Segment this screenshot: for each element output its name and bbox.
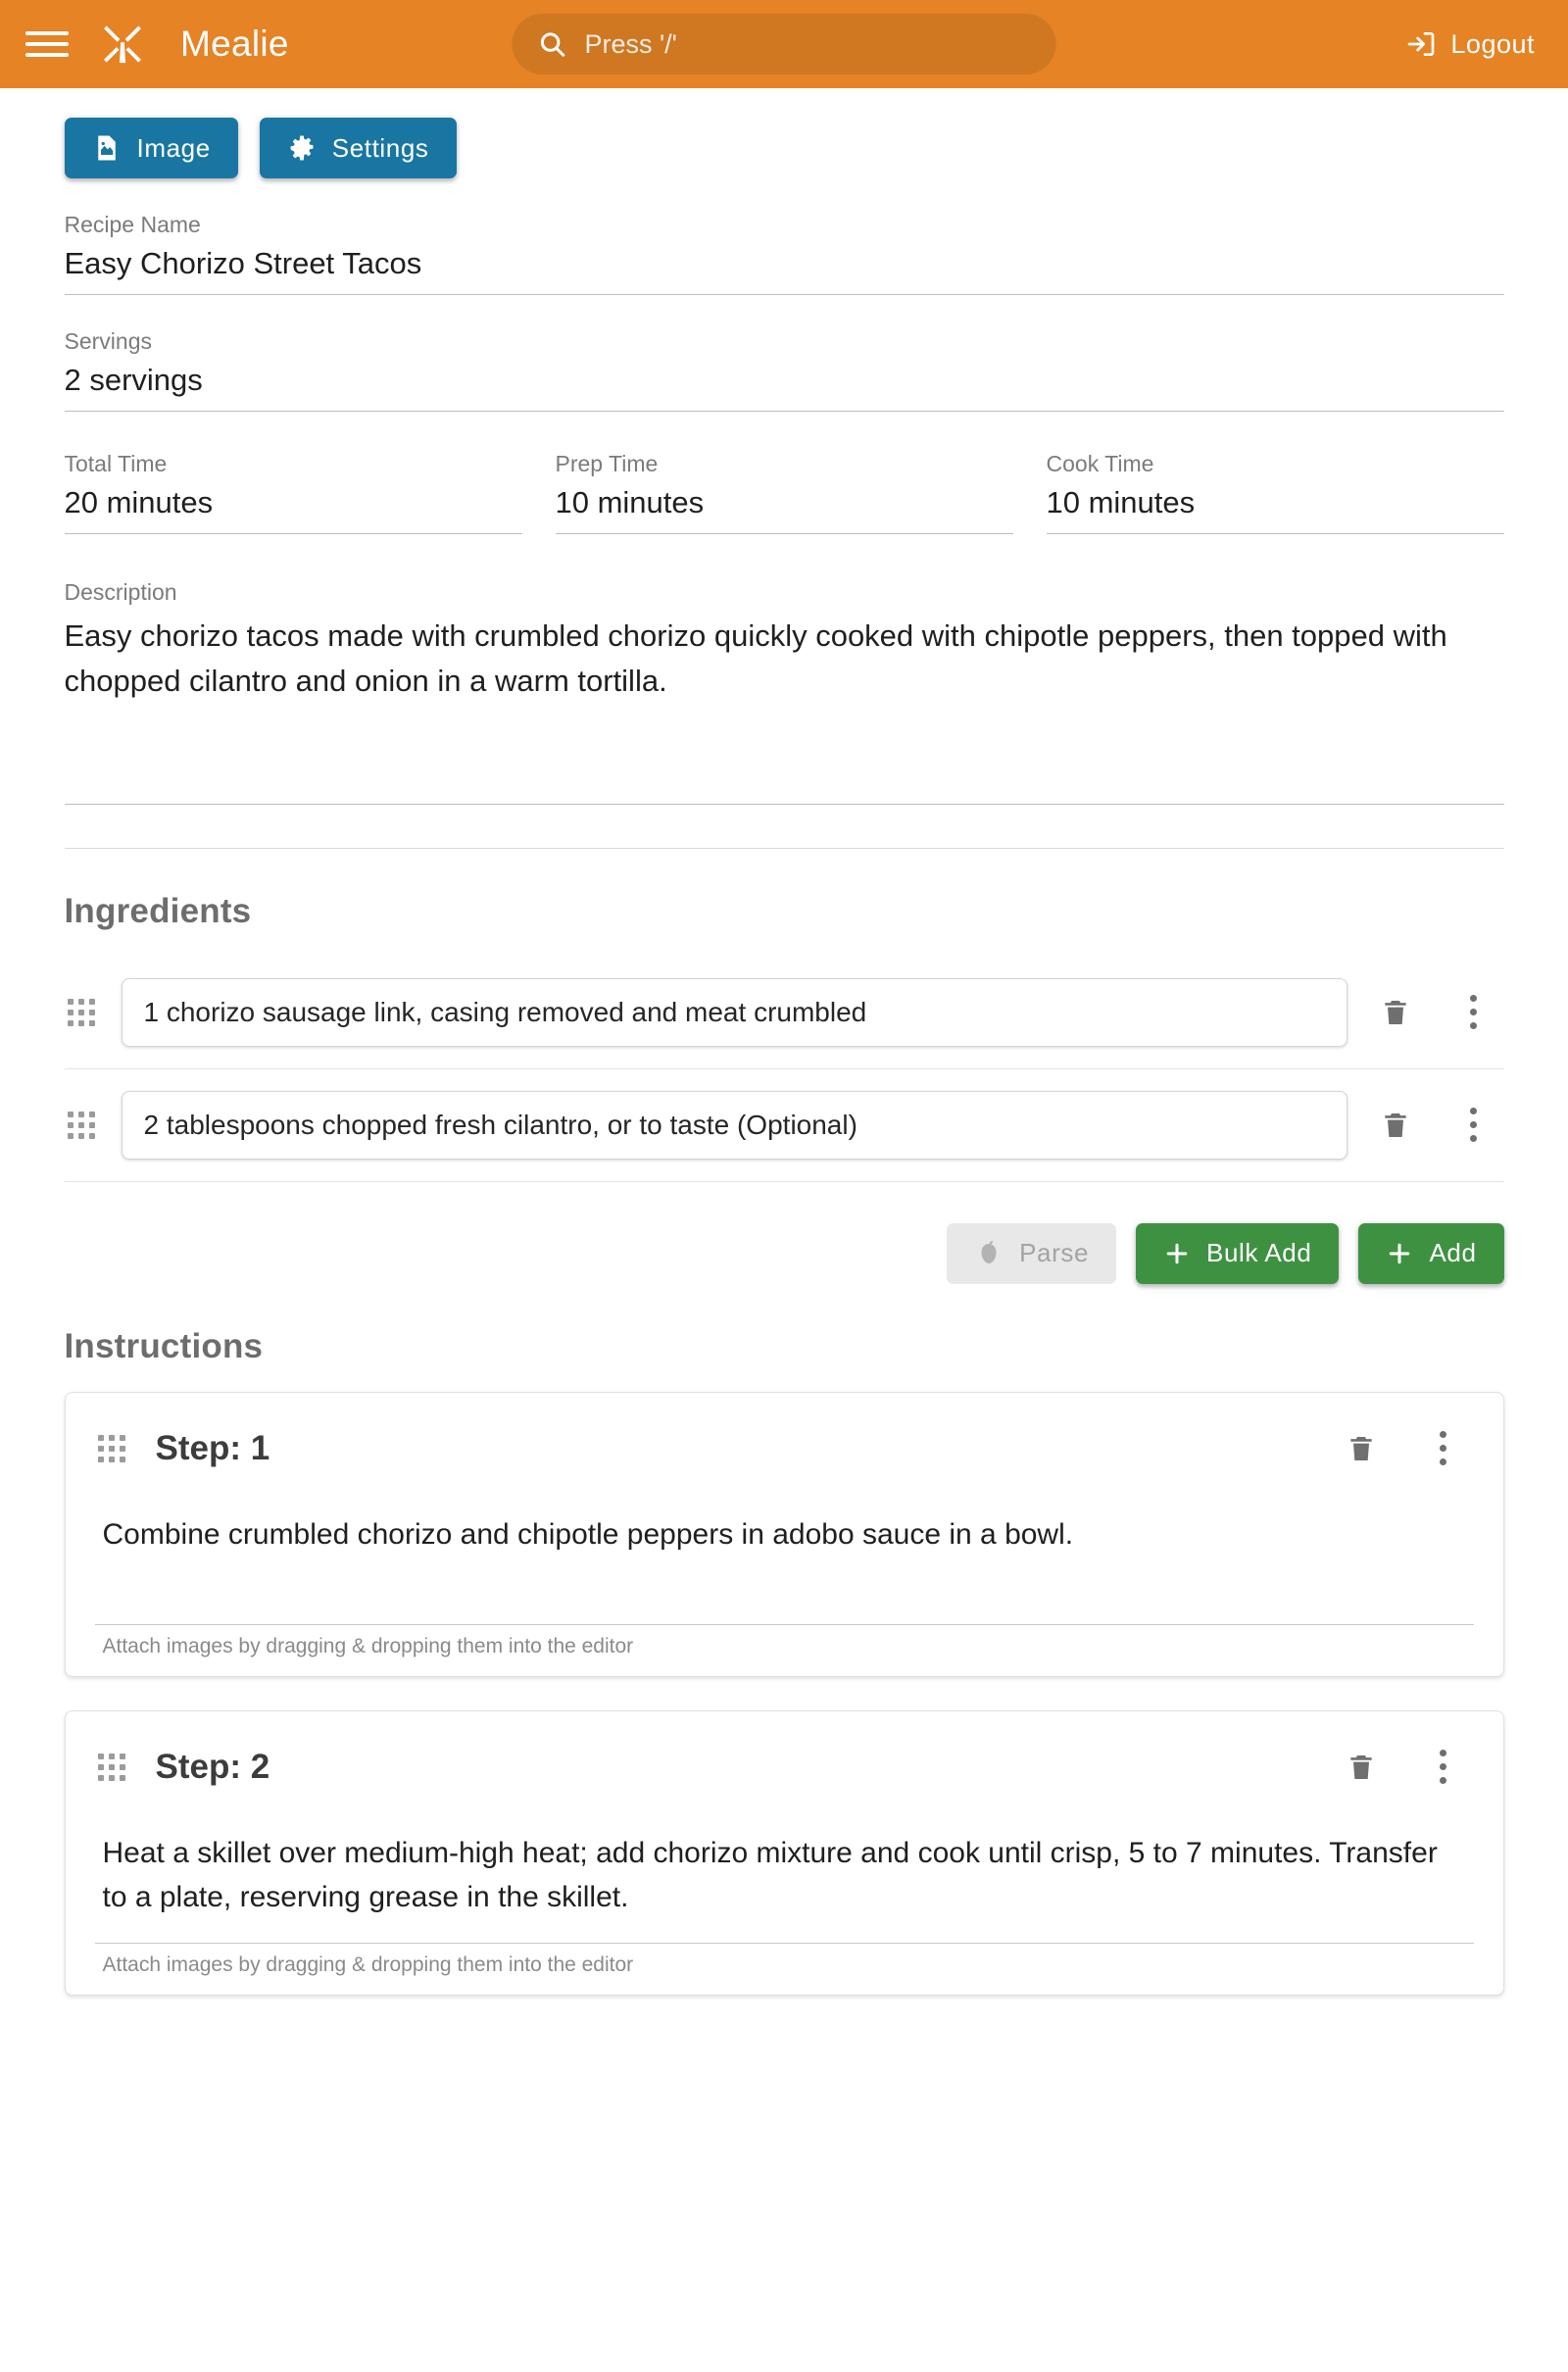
instruction-delete-button[interactable] [1331,1418,1392,1479]
parse-button-label: Parse [1019,1238,1089,1268]
ingredient-input[interactable]: 2 tablespoons chopped fresh cilantro, or to taste (Optional) [122,1091,1348,1160]
ingredients-heading: Ingredients [64,891,252,930]
bulk-add-button-label: Bulk Add [1206,1238,1312,1268]
search-input[interactable] [513,14,1056,74]
servings-label: Servings [64,328,152,354]
instruction-card [65,1392,1504,1677]
trash-icon [1380,996,1411,1029]
instruction-menu-button[interactable] [1413,1737,1474,1798]
recipe-name-value[interactable]: Easy Chorizo Street Tacos [65,246,1504,295]
logout-label: Logout [1450,28,1535,59]
drag-handle-icon[interactable] [95,1432,128,1465]
trash-icon [1346,1751,1377,1784]
instruction-delete-button[interactable] [1331,1737,1392,1798]
ingredient-input[interactable]: 1 chorizo sausage link, casing removed and meat crumbled [122,978,1348,1047]
editor-toolbar [65,88,1504,178]
hamburger-bar [25,53,69,57]
cook-time-label: Cook Time [1046,451,1154,476]
total-time-value[interactable]: 20 minutes [65,485,522,534]
description-underline [65,804,1504,805]
instruction-card-header [95,1418,1474,1479]
total-time-label: Total Time [64,451,168,476]
instruction-attach-hint: Attach images by dragging & dropping them into the editor [95,1624,1474,1658]
cook-time-value[interactable]: 10 minutes [1047,485,1504,534]
servings-value[interactable]: 2 servings [65,363,1504,412]
recipe-name-label: Recipe Name [64,212,201,237]
ingredient-delete-button[interactable] [1365,982,1426,1043]
drag-handle-icon[interactable] [65,1109,98,1142]
prep-time-label: Prep Time [555,451,659,476]
app-header [0,0,1568,88]
gear-icon [287,133,317,163]
recipe-name-field[interactable] [65,212,1504,295]
fork-knife-icon[interactable] [100,22,145,67]
plus-icon [1163,1240,1191,1267]
trash-icon [1346,1432,1377,1465]
logout-button[interactable] [1405,28,1535,60]
app-title: Mealie [180,24,289,64]
description-field[interactable] [65,579,1504,805]
drag-handle-icon[interactable] [65,996,98,1029]
image-button[interactable] [65,118,238,178]
image-file-icon [92,133,122,163]
hamburger-bar [25,31,69,35]
add-ingredient-button[interactable] [1358,1223,1503,1284]
ingredient-menu-button[interactable] [1444,1095,1504,1156]
kebab-menu-icon [1470,995,1477,1029]
servings-field[interactable] [65,328,1504,412]
description-value[interactable]: Easy chorizo tacos made with crumbled chorizo quickly cooked with chipotle peppers, then topped with chopped cilantro and onion in a warm tortilla. [64,618,1447,698]
ingredients-list [65,957,1504,1182]
bulk-add-button[interactable] [1136,1223,1339,1284]
kebab-menu-icon [1440,1750,1446,1784]
drag-handle-icon[interactable] [95,1751,128,1784]
logout-icon [1405,28,1437,60]
add-ingredient-button-label: Add [1429,1238,1477,1268]
parse-button[interactable] [947,1223,1116,1284]
instructions-list [65,1392,1504,1996]
instruction-text[interactable]: Heat a skillet over medium-high heat; add chorizo mixture and cook until crisp, 5 to 7 minutes. Transfer to a plate, reserving grease in the skillet. [102,1836,1438,1913]
instruction-menu-button[interactable] [1413,1418,1474,1479]
description-label: Description [64,579,177,605]
instruction-card-header [95,1737,1474,1798]
ingredient-menu-button[interactable] [1444,982,1504,1043]
trash-icon [1380,1109,1411,1142]
ingredient-row [65,957,1504,1069]
plus-icon [1386,1240,1413,1267]
kebab-menu-icon [1470,1108,1477,1142]
recipe-editor-page [0,88,1568,1996]
instruction-attach-hint: Attach images by dragging & dropping them into the editor [95,1943,1474,1977]
cook-time-field[interactable] [1047,451,1504,534]
instruction-text[interactable]: Combine crumbled chorizo and chipotle peppers in adobo sauce in a bowl. [102,1517,1074,1551]
search-icon [538,29,567,59]
settings-button-label: Settings [331,132,429,163]
section-divider [65,848,1504,849]
ingredient-delete-button[interactable] [1365,1095,1426,1156]
instruction-step-label: Step: 1 [155,1428,270,1467]
settings-button[interactable] [260,118,457,178]
prep-time-value[interactable]: 10 minutes [556,485,1013,534]
search-placeholder: Press '/' [584,28,677,59]
instruction-card [65,1710,1504,1996]
hamburger-icon[interactable] [25,23,69,66]
instructions-heading: Instructions [64,1326,264,1365]
prep-time-field[interactable] [556,451,1013,534]
kebab-menu-icon [1440,1431,1446,1465]
image-button-label: Image [136,132,211,163]
ingredient-actions [65,1223,1504,1284]
total-time-field[interactable] [65,451,522,534]
parse-icon [974,1239,1004,1268]
hamburger-bar [25,42,69,46]
ingredient-row [65,1069,1504,1182]
times-row [65,451,1504,534]
instruction-step-label: Step: 2 [155,1747,270,1786]
